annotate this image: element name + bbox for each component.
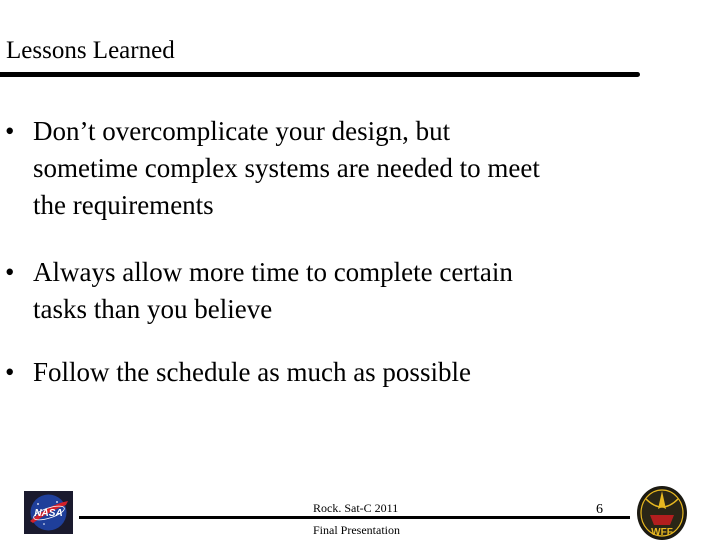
footer-presentation-label: Final Presentation [313, 523, 400, 537]
bullet-list [0, 113, 700, 421]
bullet-dot: • [5, 257, 15, 287]
bullet-2-line-2: tasks than you believe [33, 294, 273, 324]
bullet-2-line-1: Always allow more time to complete certain [33, 257, 513, 287]
bullet-dot: • [5, 116, 15, 146]
bullet-item-3 [0, 354, 700, 391]
bullet-3-line-1: Follow the schedule as much as possible [33, 357, 471, 387]
bullet-1-line-1: Don’t overcomplicate your design, but [33, 116, 451, 146]
title-underline [0, 72, 640, 77]
wff-emblem-icon [636, 485, 688, 540]
svg-text:WFF: WFF [651, 527, 673, 538]
bullet-1-line-2: sometime complex systems are needed to meet [33, 153, 540, 183]
bullet-dot: • [5, 357, 15, 387]
nasa-logo-icon [24, 491, 73, 534]
bullet-1-line-3: the requirements [33, 190, 214, 220]
svg-text:NASA: NASA [34, 508, 63, 519]
slide-title: Lessons Learned [6, 37, 175, 64]
page-number: 6 [596, 502, 603, 517]
bullet-item-1 [0, 113, 700, 224]
footer-divider [79, 516, 630, 519]
footer-event-label: Rock. Sat-C 2011 [313, 501, 399, 515]
bullet-item-2 [0, 254, 700, 328]
